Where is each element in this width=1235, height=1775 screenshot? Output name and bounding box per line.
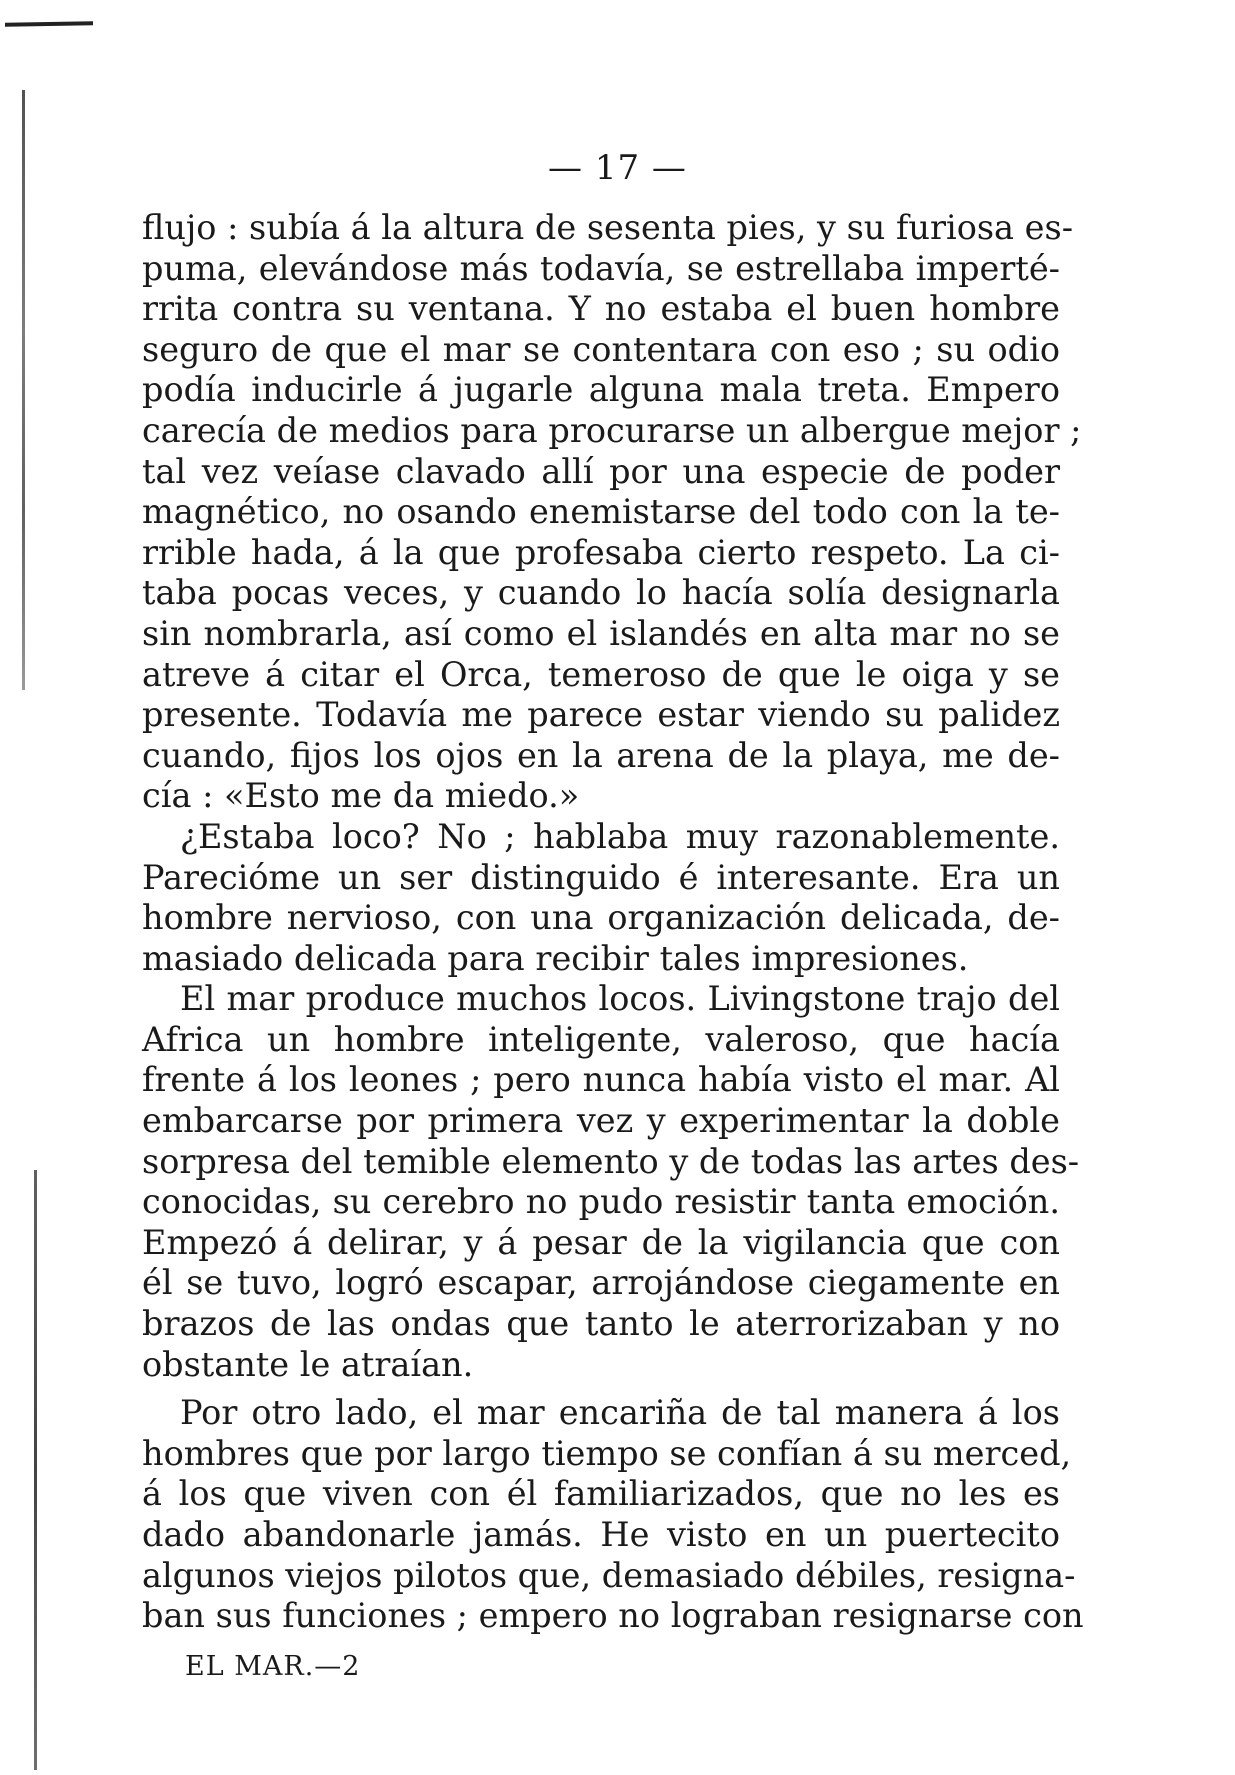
- scan-edge-mark: [5, 21, 93, 27]
- text-line: sin nombrarla, así como el islandés en alta mar no se: [142, 613, 1060, 653]
- text-line: cuando, fijos los ojos en la arena de la playa, me de-: [142, 735, 1060, 775]
- text-line: obstante le atraían.: [142, 1344, 474, 1384]
- text-line: seguro de que el mar se contentara con eso ; su odio: [142, 329, 1060, 369]
- text-line: presente. Todavía me parece estar viendo su palidez: [142, 695, 1060, 735]
- text-line: él se tuvo, logró escapar, arrojándose ciegamente en: [142, 1263, 1060, 1303]
- paragraph: [142, 208, 1082, 817]
- text-line: algunos viejos pilotos que, demasiado débiles, resigna-: [142, 1555, 1076, 1595]
- text-line: flujo : subía á la altura de sesenta pies, y su furiosa es-: [142, 208, 1074, 247]
- text-line: masiado delicada para recibir tales impresiones.: [142, 938, 969, 978]
- text-line: podía inducirle á jugarle alguna mala treta. Empero: [142, 370, 1060, 410]
- text-line: Por otro lado, el mar encariña de tal manera á los: [180, 1393, 1060, 1433]
- text-line: cía : «Esto me da miedo.»: [142, 776, 580, 816]
- text-line: dado abandonarle jamás. He visto en un puertecito: [142, 1515, 1060, 1554]
- text-line: carecía de medios para procurarse un albergue mejor ;: [142, 410, 1082, 450]
- paragraph-gap: [142, 1385, 1060, 1393]
- text-line: Empezó á delirar, y á pesar de la vigilancia que con: [142, 1222, 1060, 1262]
- text-line: brazos de las ondas que tanto le aterrorizaban y no: [142, 1304, 1060, 1344]
- body-text: [142, 208, 1084, 1637]
- paragraph: [142, 1393, 1084, 1637]
- binding-shadow: [34, 1170, 37, 1770]
- text-line: frente á los leones ; pero nunca había visto el mar. Al: [142, 1060, 1060, 1100]
- text-line: puma, elevándose más todavía, se estrellaba imperté-: [142, 248, 1060, 288]
- text-line: sorpresa del temible elemento y de todas las artes des-: [142, 1141, 1080, 1181]
- signature-mark: EL MAR.—2: [185, 1651, 361, 1682]
- text-line: rrita contra su ventana. Y no estaba el buen hombre: [142, 289, 1060, 329]
- text-line: atreve á citar el Orca, temeroso de que le oiga y se: [142, 654, 1060, 694]
- page-number: — 17 —: [548, 148, 687, 188]
- text-line: ¿Estaba loco? No ; hablaba muy razonablemente.: [180, 816, 1060, 856]
- text-line: taba pocas veces, y cuando lo hacía solía designarla: [142, 573, 1060, 613]
- text-line: Parecióme un ser distinguido é interesante. Era un: [142, 857, 1060, 897]
- text-line: conocidas, su cerebro no pudo resistir tanta emoción.: [142, 1182, 1060, 1222]
- text-line: tal vez veíase clavado allí por una especie de poder: [142, 451, 1060, 491]
- text-line: rrible hada, á la que profesaba cierto respeto. La ci-: [142, 532, 1060, 572]
- paragraph: [142, 817, 1060, 979]
- text-line: hombre nervioso, con una organización delicada, de-: [142, 898, 1060, 938]
- text-line: hombres que por largo tiempo se confían á su merced,: [142, 1433, 1072, 1473]
- paragraph: [142, 979, 1080, 1385]
- text-line: magnético, no osando enemistarse del todo con la te-: [142, 492, 1060, 532]
- text-line: Africa un hombre inteligente, valeroso, que hacía: [142, 1019, 1060, 1059]
- text-line: á los que viven con él familiarizados, que no les es: [142, 1474, 1060, 1514]
- text-line: El mar produce muchos locos. Livingstone trajo del: [180, 979, 1060, 1019]
- text-line: embarcarse por primera vez y experimentar la doble: [142, 1101, 1060, 1141]
- text-line: ban sus funciones ; empero no lograban resignarse con: [142, 1596, 1084, 1636]
